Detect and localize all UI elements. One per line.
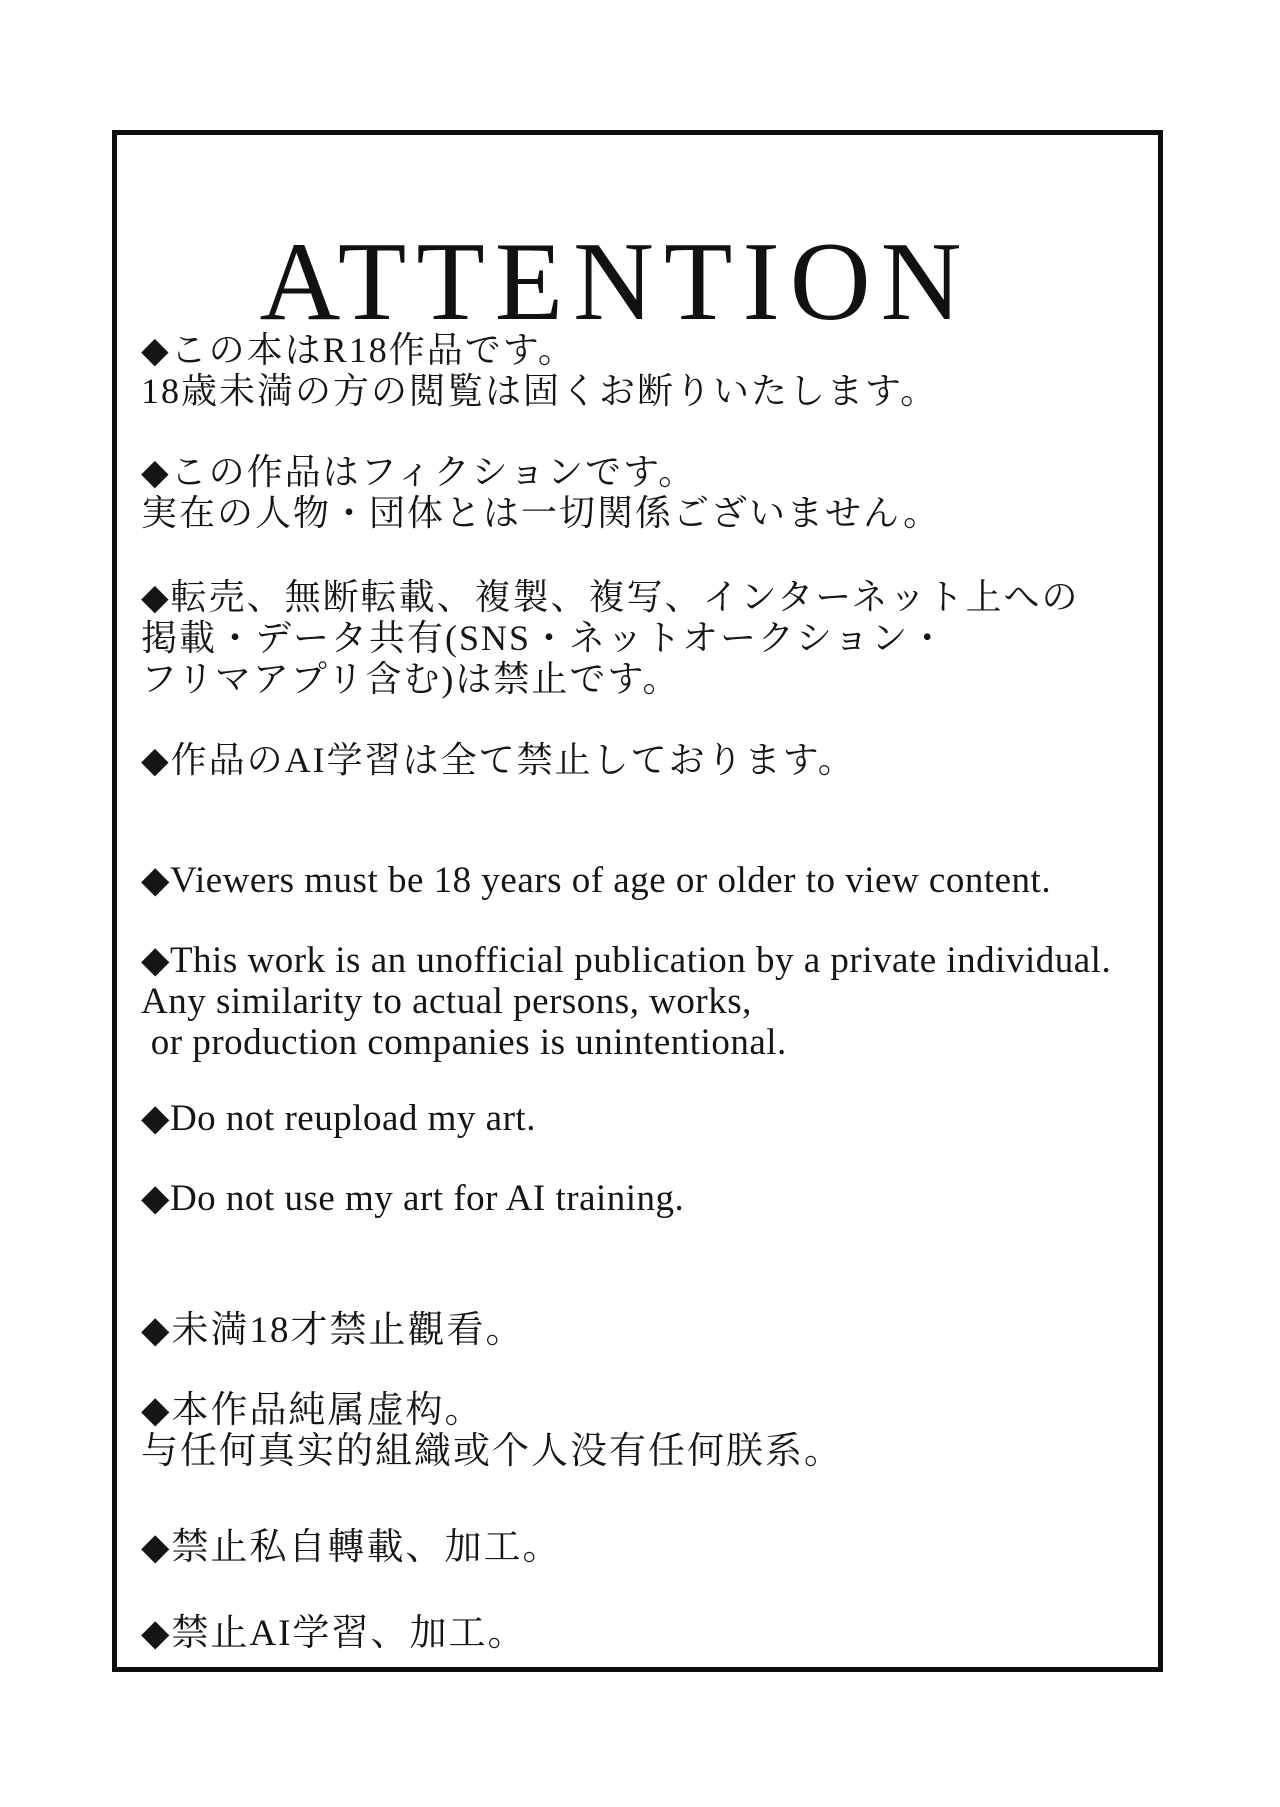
notice-block-age-zh: [141, 1310, 1148, 1351]
notice-line: 掲載・データ共有(SNS・ネットオークション・: [141, 618, 948, 658]
notice-block-no-repost-zh: [141, 1527, 1148, 1568]
notice-line: ◆禁止AI学習、加工。: [141, 1613, 527, 1654]
notice-line: ◆禁止私自轉載、加工。: [141, 1527, 562, 1568]
notice-block-r18-ja: [141, 330, 1148, 412]
notice-line: 18歳未満の方の閲覧は固くお断りいたします。: [141, 371, 939, 411]
notice-block-fiction-ja: [141, 452, 1148, 534]
notice-border-frame: [112, 130, 1163, 1672]
notice-line: ◆Do not reupload my art.: [141, 1098, 536, 1139]
notice-block-no-ai-ja: [141, 740, 1148, 781]
notice-line: ◆作品のAI学習は全て禁止しております。: [141, 740, 856, 780]
notice-line: ◆この作品はフィクションです。: [141, 452, 697, 492]
notice-block-no-reupload-en: [141, 1098, 1148, 1139]
notice-line: Any similarity to actual persons, works,: [141, 981, 752, 1022]
notice-line: ◆転売、無断転載、複製、複写、インターネット上への: [141, 577, 1080, 617]
notice-line: ◆この本はR18作品です。: [141, 330, 576, 370]
notice-block-fiction-zh: [141, 1390, 1148, 1472]
notice-line: 実在の人物・団体とは一切関係ございません。: [141, 493, 942, 533]
notice-block-no-ai-zh: [141, 1613, 1148, 1654]
notice-line: ◆Do not use my art for AI training.: [141, 1178, 685, 1219]
notice-block-no-repost-ja: [141, 577, 1148, 700]
notice-block-unofficial-en: [141, 940, 1148, 1063]
notice-line: ◆This work is an unofficial publication by a private individual.: [141, 940, 1112, 981]
notice-block-age-en: [141, 860, 1148, 901]
notice-line: フリマアプリ含む)は禁止です。: [141, 659, 681, 699]
notice-line: ◆本作品純属虚构。: [141, 1390, 484, 1431]
notice-line: ◆未満18才禁止觀看。: [141, 1310, 525, 1351]
notice-line: ◆Viewers must be 18 years of age or older to view content.: [141, 860, 1052, 901]
notice-block-no-ai-en: [141, 1178, 1148, 1219]
notice-line: or production companies is unintentional.: [141, 1022, 787, 1063]
page-title: ATTENTION: [259, 220, 972, 345]
notice-line: 与任何真实的組織或个人没有任何朕系。: [141, 1431, 843, 1472]
